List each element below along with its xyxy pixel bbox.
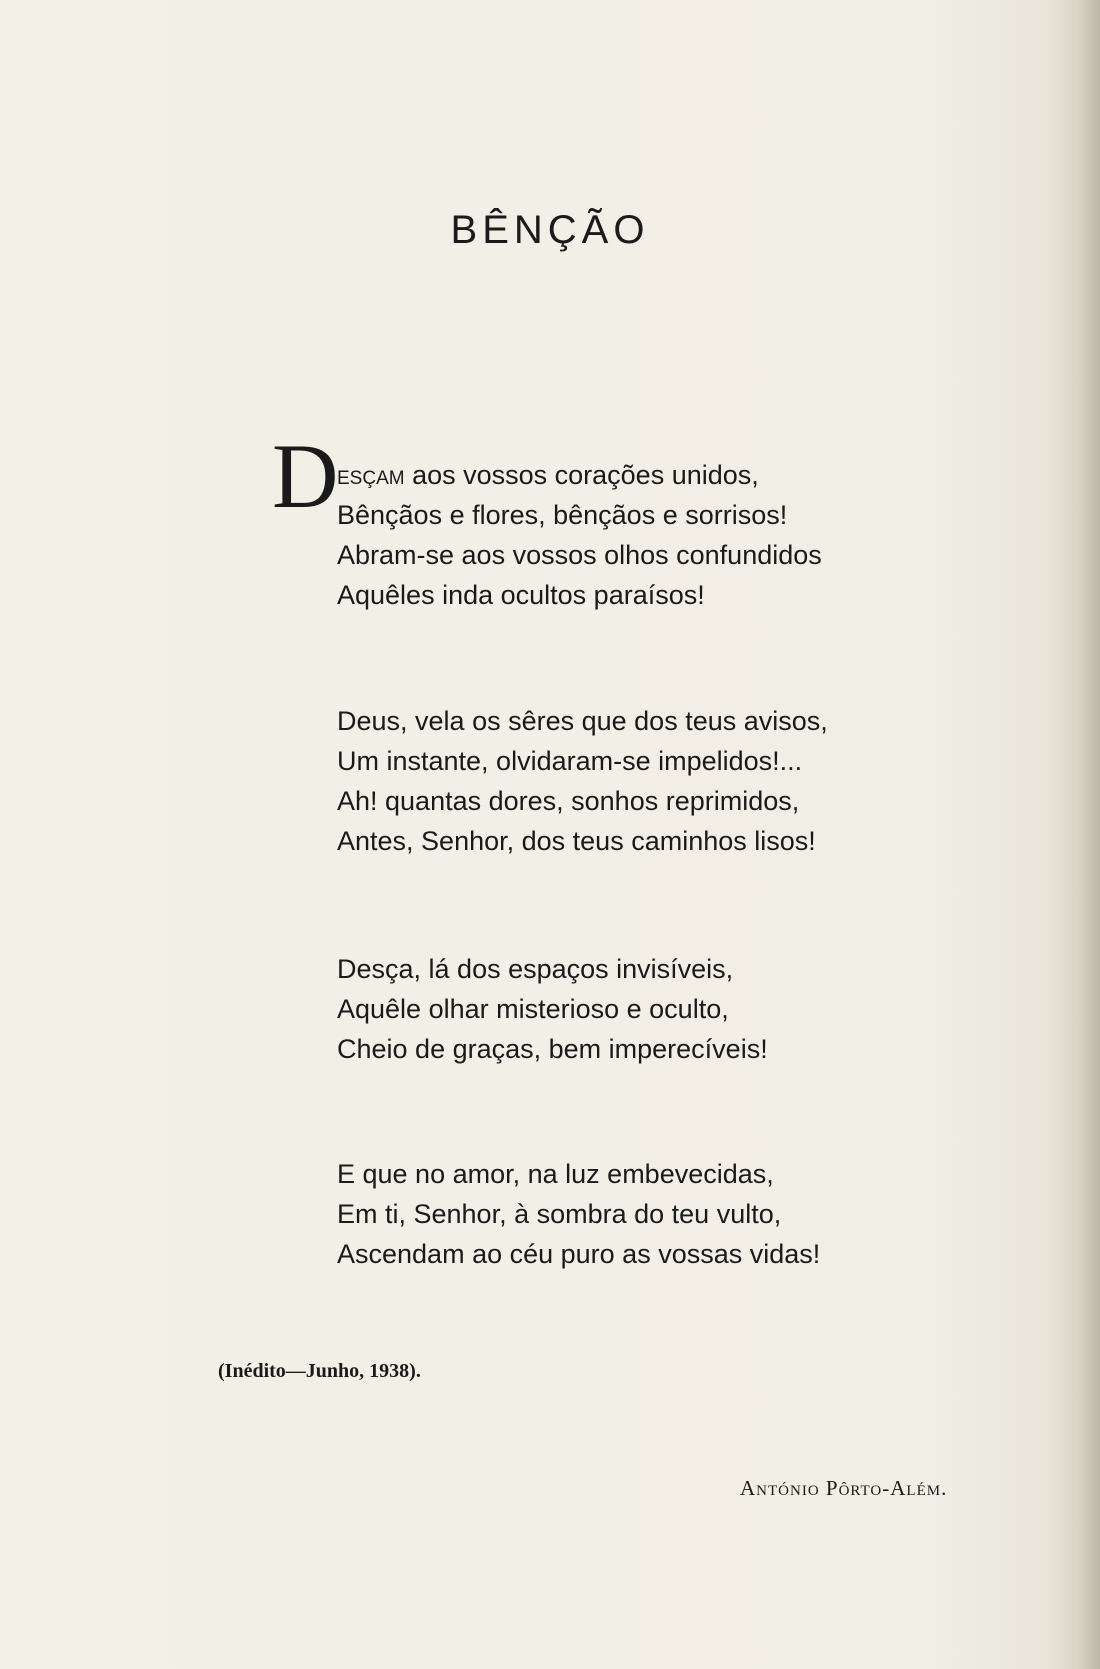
stanza-2 [337, 701, 828, 861]
verse-line-rest: aos vossos corações unidos, [404, 460, 759, 490]
verse-line: Cheio de graças, bem imperecíveis! [337, 1034, 768, 1064]
verse-line: Deus, vela os sêres que dos teus avisos, [337, 706, 828, 736]
verse-line: Aquêles inda ocultos paraísos! [337, 580, 705, 610]
stanza-3 [337, 949, 768, 1069]
verse-line: Aquêle olhar misterioso e oculto, [337, 994, 729, 1024]
date-note: (Inédito—Junho, 1938). [218, 1360, 421, 1382]
verse-line: Ah! quantas dores, sonhos reprimidos, [337, 786, 800, 816]
verse-line: Desça, lá dos espaços invisíveis, [337, 954, 734, 984]
verse-line: E que no amor, na luz embevecidas, [337, 1159, 774, 1189]
verse-line [337, 455, 822, 495]
stanza-4 [337, 1154, 820, 1274]
verse-line: Abram-se aos vossos olhos confundidos [337, 540, 822, 570]
stanza-1 [337, 455, 822, 615]
verse-line: Bênçãos e flores, bênçãos e sorrisos! [337, 500, 788, 530]
verse-line: Um instante, olvidaram-se impelidos!... [337, 746, 803, 776]
author-signature: António Pôrto-Além. [740, 1476, 948, 1500]
verse-lead-word: esçam [337, 460, 405, 490]
drop-cap: D [272, 425, 339, 527]
verse-line: Ascendam ao céu puro as vossas vidas! [337, 1239, 821, 1269]
poem-title: BÊNÇÃO [450, 208, 650, 252]
verse-line: Antes, Senhor, dos teus caminhos lisos! [337, 826, 816, 856]
verse-line: Em ti, Senhor, à sombra do teu vulto, [337, 1199, 782, 1229]
